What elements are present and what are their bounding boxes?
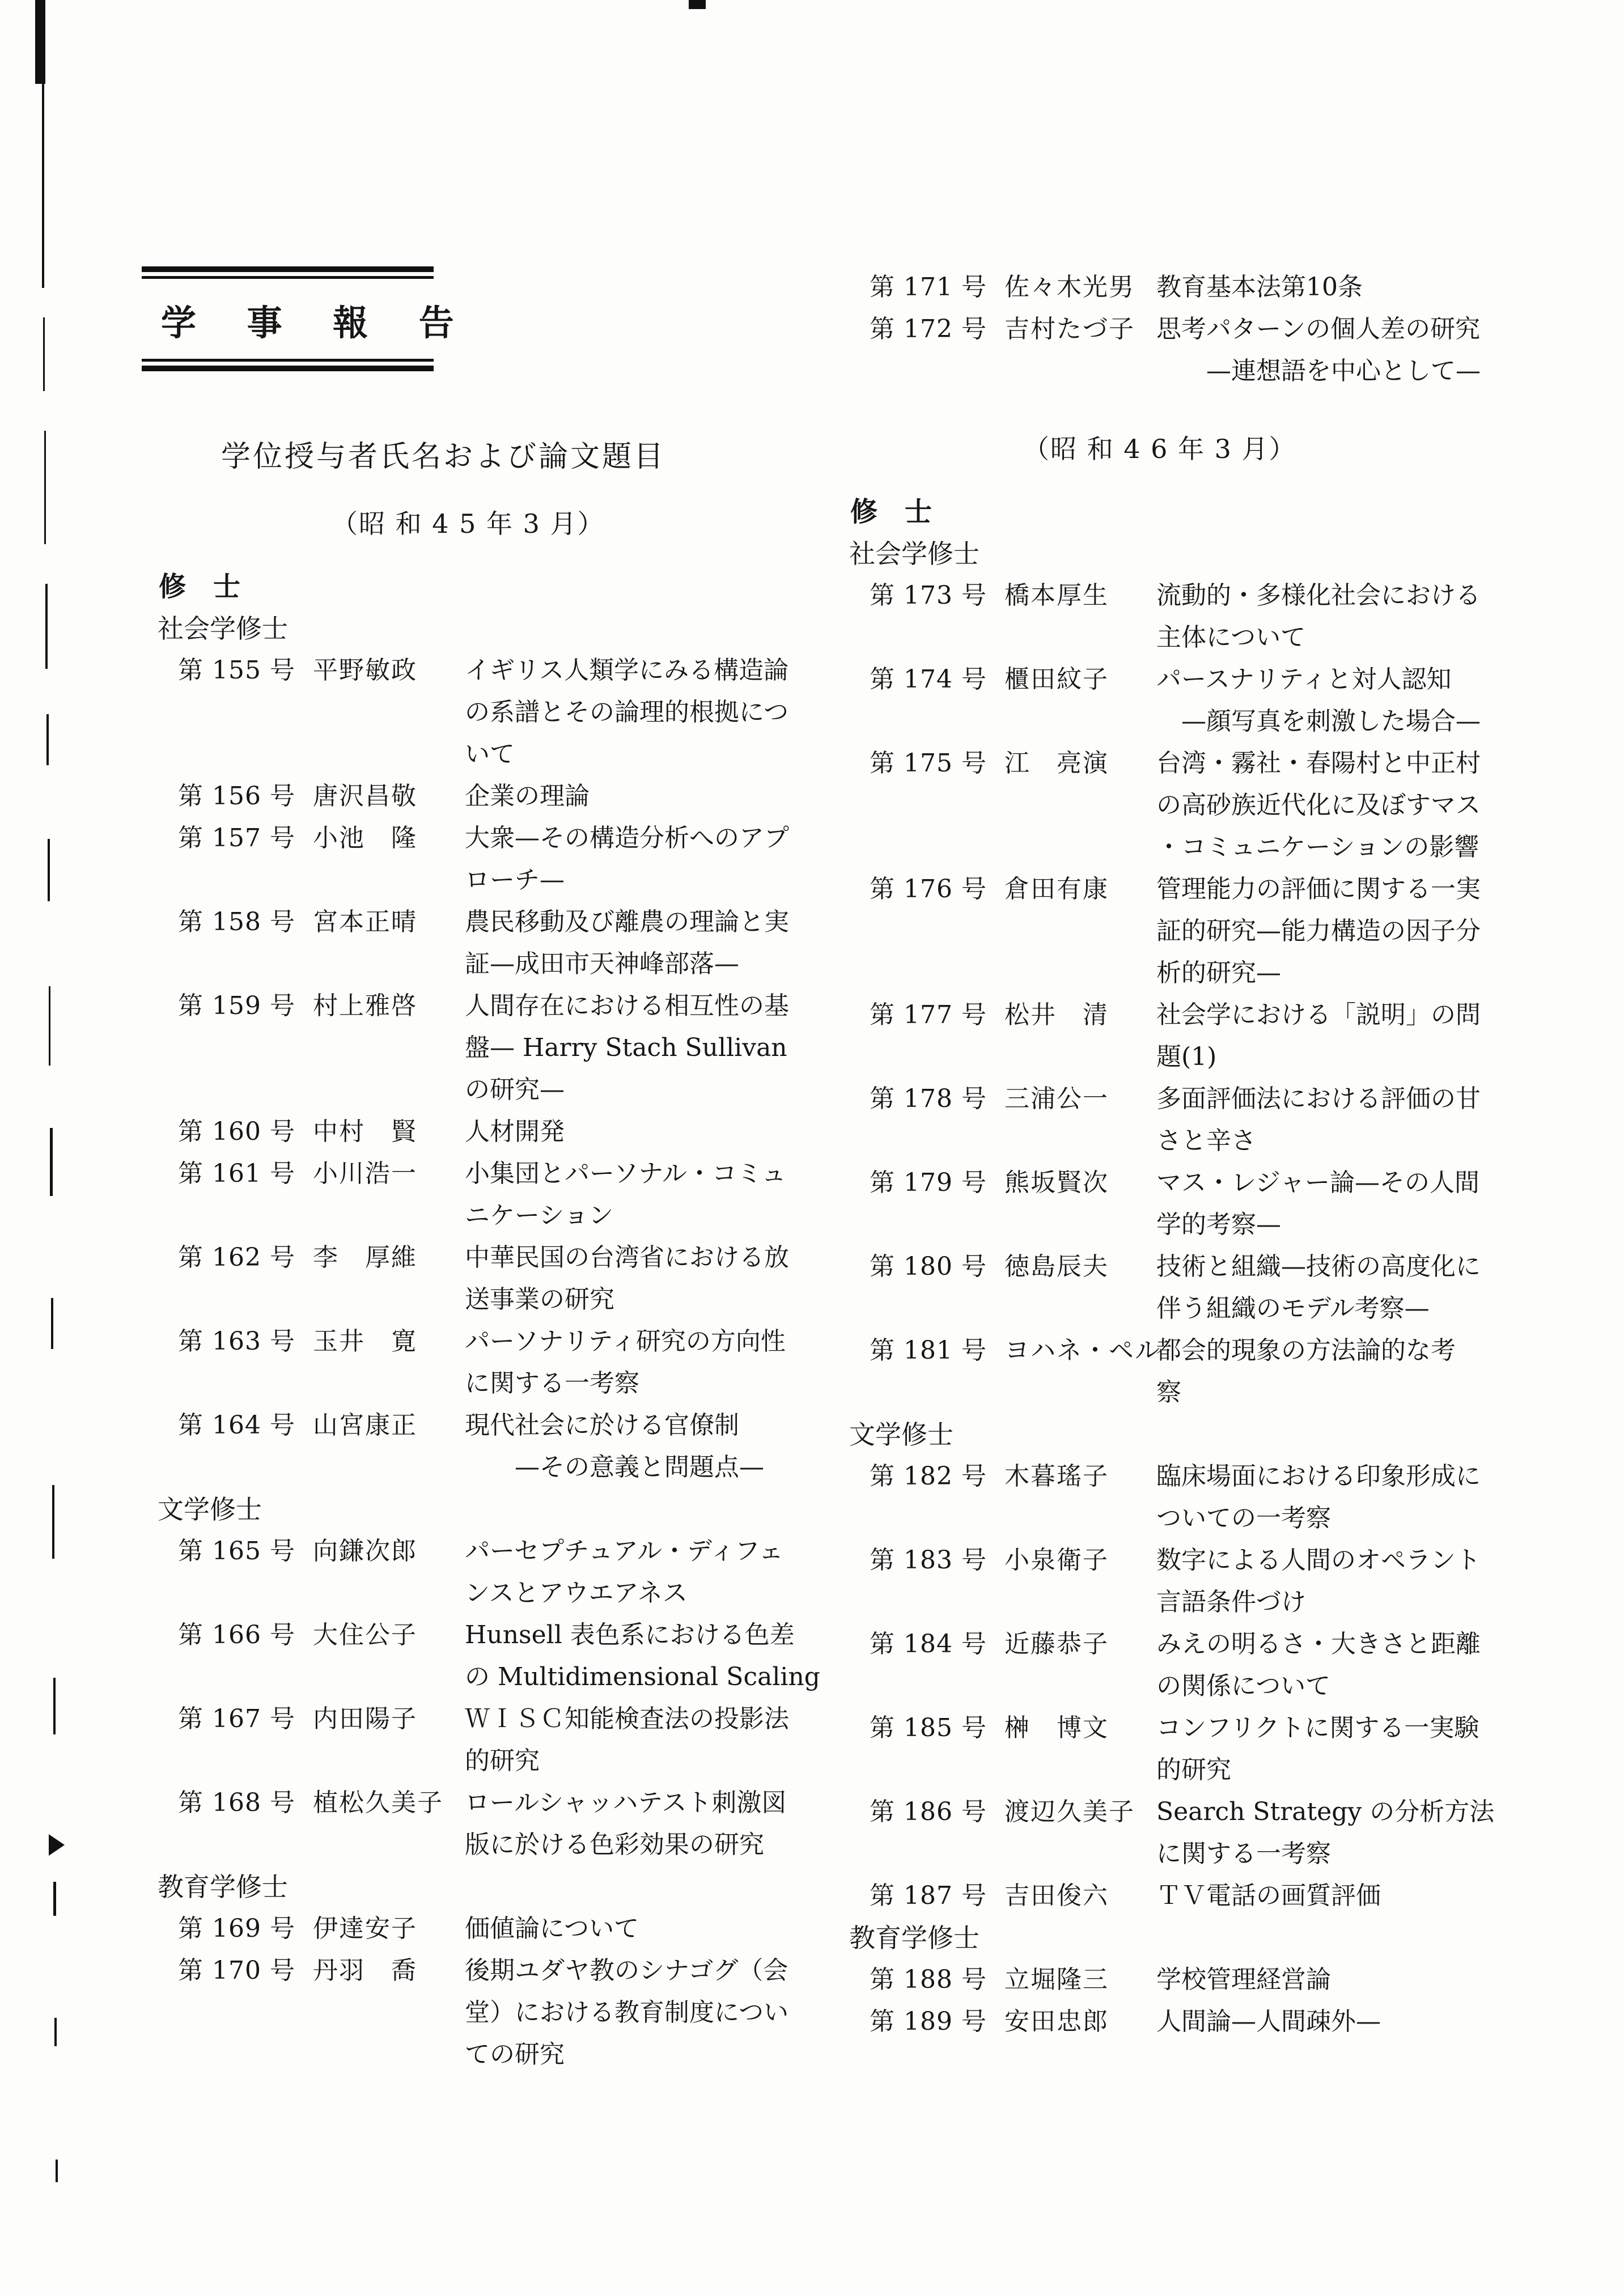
entry-title-line: 企業の理論 [465,782,590,811]
thesis-entry [142,1530,830,1614]
entry-title [465,1908,830,1950]
entry-title [1156,1707,1576,1791]
entry-number: 第 168 号 [178,1788,295,1817]
entry-name: 倉田有康 [1004,875,1109,903]
entry-name: 立堀隆三 [1004,1965,1109,1994]
entry-title-line: ＴＶ電話の画質評価 [1156,1881,1381,1910]
entry-title [1156,1959,1576,2001]
entry-title [1156,1875,1576,1917]
thesis-entry [142,985,830,1111]
scan-artifact-edge-line [42,84,44,288]
entry-title [1156,575,1576,659]
entry-name: 江 亮演 [1004,749,1109,778]
entry-title-line: 盤— Harry Stach Sullivan [465,1033,787,1062]
entry-name: 小池 隆 [313,824,417,852]
entry-name: 内田陽子 [313,1704,417,1733]
entry-title-line: 伴う組織のモデル考察— [1156,1294,1430,1323]
thesis-entry [142,817,830,901]
entry-title-line: 都会的現象の方法論的な考 [1156,1336,1456,1365]
thesis-entry [833,266,1576,308]
report-header-box [142,266,473,371]
entry-title [1156,659,1576,743]
entry-name: 村上雅啓 [313,991,417,1020]
entry-title-line: 的研究 [1156,1755,1231,1784]
entry-title-line: ローチ— [465,866,565,894]
entry-number: 第 167 号 [178,1704,295,1733]
entry-number: 第 171 号 [870,273,987,302]
entry-number: 第 156 号 [178,782,295,811]
scan-artifact-edge-line [53,1882,56,1916]
entry-title-line: 価値論について [465,1914,639,1943]
entry-number: 第 163 号 [178,1327,295,1356]
entry-title [465,775,830,817]
entry-number: 第 161 号 [178,1159,295,1188]
thesis-entry [833,1875,1576,1917]
thesis-entry [142,1698,830,1782]
entry-number: 第 189 号 [870,2007,987,2036]
entry-name: 植松久美子 [313,1788,443,1817]
entry-title-line: 察 [1156,1378,1181,1407]
entry-title [1156,994,1576,1078]
entry-title-line: 技術と組織—技術の高度化に [1156,1252,1481,1281]
date-left: （昭 和 4 5 年 3 月） [332,508,605,539]
right-column [833,266,1576,2043]
entry-name: 吉村たづ子 [1004,315,1135,343]
thesis-entry [833,868,1576,994]
entry-name: 渡辺久美子 [1004,1797,1135,1826]
entry-title-line: 後期ユダヤ教のシナゴグ（会 [465,1956,788,1985]
thesis-entry [142,1614,830,1698]
scan-artifact-edge-line [44,431,46,544]
thesis-entry [142,1237,830,1321]
entry-title-line: パーセプチュアル・ディフェ [465,1537,784,1566]
entry-title-line: いて [465,740,515,769]
scan-artifact-edge-line [51,1298,53,1349]
entry-number: 第 183 号 [870,1546,987,1575]
entry-number: 第 157 号 [178,824,295,852]
entry-number: 第 175 号 [870,749,987,778]
entry-name: 小川浩一 [313,1159,417,1188]
thesis-entry [142,650,830,775]
thesis-entry [833,1456,1576,1539]
degree-category-label: 社会学修士 [158,613,288,644]
header-rule-bottom-thin [142,359,434,362]
entry-title-line: 堂）における教育制度につい [465,1998,789,2027]
entry-title [465,985,830,1111]
entry-title [1156,1330,1576,1414]
entry-number: 第 184 号 [870,1630,987,1658]
entry-title-line: 人材開発 [465,1117,565,1146]
masters-degree-label: 修 士 [850,496,932,528]
entry-title-line: パースナリティと対人認知 [1156,665,1452,694]
entry-title-line: 証的研究—能力構造の因子分 [1156,917,1481,945]
degree-category-label: 教育学修士 [158,1872,288,1902]
entry-number: 第 182 号 [870,1462,987,1491]
scan-artifact-edge-line [52,1485,54,1559]
thesis-entry [833,743,1576,868]
thesis-entry [833,1539,1576,1623]
entry-number: 第 186 号 [870,1797,987,1826]
entry-title [465,1111,830,1153]
entry-title-line: イギリス人類学にみる構造論 [465,656,789,685]
scan-artifact-edge-line [50,1128,53,1196]
scan-artifact-edge-line [43,317,45,391]
entry-number: 第 155 号 [178,656,295,685]
entry-title-line: 学校管理経営論 [1156,1965,1331,1994]
entry-name: 唐沢昌敬 [313,782,417,811]
entry-title-line: 人間論—人間疎外— [1156,2007,1381,2036]
entry-name: 大住公子 [313,1621,417,1649]
scan-artifact-top-blob [689,0,706,9]
entry-number: 第 164 号 [178,1411,295,1440]
entry-number: 第 185 号 [870,1713,987,1742]
entry-name: 平野敏政 [313,656,417,685]
entry-title-line: さと辛さ [1156,1126,1256,1155]
degree-category-label: 文学修士 [849,1419,953,1450]
entry-title [1156,1078,1576,1162]
thesis-entry [833,994,1576,1078]
scan-artifact-edge-blob [35,0,45,84]
scan-artifact-edge-line [46,714,49,765]
thesis-entry [833,1330,1576,1414]
entry-title-line: 農民移動及び離農の理論と実 [465,907,789,936]
entry-number: 第 159 号 [178,991,295,1020]
entry-title [465,1614,830,1698]
entry-title [1156,1539,1576,1623]
entry-title-line: Hunsell 表色系における色差 [465,1621,795,1649]
entry-title-line: 台湾・霧社・春陽村と中正村 [1156,749,1481,778]
entry-name: 木暮瑤子 [1004,1462,1109,1491]
scan-artifact-edge-line [45,584,48,669]
entry-number: 第 179 号 [870,1168,987,1197]
degree-category-label: 教育学修士 [849,1923,980,1953]
date-right: （昭 和 4 6 年 3 月） [1023,434,1296,464]
thesis-entry [142,1153,830,1237]
scan-artifact-edge-line [48,839,50,901]
entry-title [1156,1456,1576,1539]
entry-name: ヨハネ・ペル [1004,1336,1161,1365]
scan-artifact-edge-line [53,1678,56,1734]
entry-title-line: 版に於ける色彩効果の研究 [465,1830,764,1859]
entry-title-line: 数字による人間のオペラント [1156,1546,1481,1575]
thesis-entry [142,1950,830,2076]
entry-name: 佐々木光男 [1004,273,1135,302]
thesis-list-right [833,491,1576,2043]
entry-number: 第 188 号 [870,1965,987,1994]
entry-title [465,650,830,775]
thesis-entry [833,575,1576,659]
scan-artifact-edge-line [56,2160,58,2182]
entry-title-line: ついての一考察 [1156,1504,1331,1533]
thesis-entry [833,1791,1576,1875]
entry-title-line: ンスとアウエアネス [465,1579,688,1607]
entry-title [1156,308,1576,392]
section-title: 学位授与者氏名および論文題目 [221,440,666,474]
thesis-entry [142,1908,830,1950]
masters-degree-label: 修 士 [159,571,241,603]
entry-title-line: 社会学における「説明」の問 [1156,1000,1481,1029]
entry-number: 第 170 号 [178,1956,295,1985]
entry-number: 第 172 号 [870,315,987,343]
thesis-entry [142,775,830,817]
entry-name: 橋本厚生 [1004,581,1109,610]
entry-number: 第 176 号 [870,875,987,903]
entry-number: 第 173 号 [870,581,987,610]
entry-title [1156,2001,1576,2043]
left-column [142,266,830,2076]
entry-name: 熊坂賢次 [1004,1168,1109,1197]
thesis-entry [833,1162,1576,1246]
entry-name: 安田忠郎 [1004,2007,1109,2036]
thesis-entry [833,1246,1576,1330]
entry-name: 李 厚維 [313,1243,417,1272]
thesis-entry [833,1959,1576,2001]
entry-title-line: の高砂族近代化に及ぼすマス [1156,791,1481,820]
entry-name: 伊達安子 [313,1914,417,1943]
entry-title [1156,266,1576,308]
entry-number: 第 165 号 [178,1537,295,1566]
entry-title [465,1950,830,2076]
entry-name: 松井 清 [1004,1000,1109,1029]
entry-name: 山宮康正 [313,1411,417,1440]
entry-name: 玉井 寛 [313,1327,417,1356]
header-rule-bottom-thick [142,366,434,371]
entry-title-line: 小集団とパーソナル・コミュ [465,1159,787,1188]
entry-number: 第 158 号 [178,907,295,936]
degree-category-label: 社会学修士 [849,538,980,569]
entry-title [465,1321,830,1405]
entry-title [465,1782,830,1866]
entry-title [465,1153,830,1237]
entry-name: 榊 博文 [1004,1713,1109,1742]
entry-title [1156,1246,1576,1330]
entry-title-line: に関する一考察 [1156,1839,1331,1868]
entry-name: 宮本正晴 [313,907,417,936]
thesis-entry [833,308,1576,392]
entry-title-line: —その意義と問題点— [465,1453,764,1482]
thesis-entry [142,1321,830,1405]
entry-number: 第 174 号 [870,665,987,694]
entry-number: 第 187 号 [870,1881,987,1910]
entry-title [465,1698,830,1782]
entry-title-line: 送事業の研究 [465,1285,614,1314]
thesis-entry [833,1707,1576,1791]
entry-title-line: コンフリクトに関する一実験 [1156,1713,1479,1742]
entry-title-line: 管理能力の評価に関する一実 [1156,875,1481,903]
entry-name: 吉田俊六 [1004,1881,1109,1910]
entry-title-line: ての研究 [465,2040,565,2069]
thesis-entry [142,1782,830,1866]
entry-title-line: —連想語を中心として— [1156,357,1481,385]
entry-title-line: ニケーション [465,1201,614,1230]
thesis-entry [833,1078,1576,1162]
entry-title-line: Search Strategy の分析方法 [1156,1797,1495,1826]
entry-name: 丹羽 喬 [313,1956,417,1985]
thesis-list-right-top [833,266,1576,392]
entry-number: 第 181 号 [870,1336,987,1365]
entry-title-line: 主体について [1156,623,1306,652]
entry-title [465,1237,830,1321]
entry-title-line: 題(1) [1156,1042,1217,1071]
entry-title-line: ・コミュニケーションの影響 [1156,833,1479,862]
entry-title-line: 大衆—その構造分析へのアプ [465,824,789,852]
thesis-entry [142,1111,830,1153]
entry-title [1156,1162,1576,1246]
thesis-entry [142,901,830,985]
report-title: 学 事 報 告 [161,302,473,343]
entry-name: 近藤恭子 [1004,1630,1109,1658]
entry-number: 第 169 号 [178,1914,295,1943]
entry-title-line: 学的考察— [1156,1210,1281,1239]
entry-name: 徳島辰夫 [1004,1252,1109,1281]
thesis-entry [833,2001,1576,2043]
thesis-list-left [142,566,830,2076]
scan-artifact-edge-line [54,2018,57,2046]
entry-title-line: ＷＩＳＣ知能検査法の投影法 [465,1704,789,1733]
scan-artifact-edge-line [49,986,50,1066]
entry-title [1156,1791,1576,1875]
entry-title-line: の研究— [465,1075,565,1104]
entry-title-line: 証—成田市天神峰部落— [465,949,739,978]
entry-name: 櫃田紋子 [1004,665,1109,694]
entry-title [1156,868,1576,994]
entry-title-line: の Multidimensional Scaling [465,1662,820,1691]
entry-number: 第 166 号 [178,1621,295,1649]
entry-number: 第 177 号 [870,1000,987,1029]
header-rule-top-thick [142,266,434,272]
entry-title-line: パーソナリティ研究の方向性 [465,1327,786,1356]
thesis-entry [142,1405,830,1488]
entry-title-line: 中華民国の台湾省における放 [465,1243,789,1272]
entry-name: 三浦公一 [1004,1084,1109,1113]
entry-title-line: マス・レジャー論—その人間 [1156,1168,1480,1197]
entry-title-line: —顔写真を刺激した場合— [1156,707,1481,736]
entry-number: 第 162 号 [178,1243,295,1272]
entry-title-line: 臨床場面における印象形成に [1156,1462,1481,1491]
entry-number: 第 160 号 [178,1117,295,1146]
entry-title-line: の関係について [1156,1672,1331,1700]
entry-title-line: 析的研究— [1156,958,1281,987]
entry-title-line: 言語条件づけ [1156,1588,1306,1617]
entry-number: 第 178 号 [870,1084,987,1113]
degree-category-label: 文学修士 [158,1494,262,1525]
entry-title-line: に関する一考察 [465,1369,639,1398]
entry-name: 向鎌次郎 [313,1537,417,1566]
entry-title-line: の系譜とその論理的根拠につ [465,698,789,727]
entry-title-line: 教育基本法第10条 [1156,273,1363,302]
entry-title [465,817,830,901]
entry-title [1156,1623,1576,1707]
thesis-entry [833,659,1576,743]
entry-title-line: 多面評価法における評価の甘 [1156,1084,1481,1113]
entry-name: 小泉衛子 [1004,1546,1109,1575]
entry-title-line: 人間存在における相互性の基 [465,991,789,1020]
entry-title-line: 思考パターンの個人差の研究 [1156,315,1481,343]
entry-number: 第 180 号 [870,1252,987,1281]
thesis-entry [833,1623,1576,1707]
entry-title [1156,743,1576,868]
entry-title-line: 現代社会に於ける官僚制 [465,1411,739,1440]
entry-title-line: みえの明るさ・大きさと距離 [1156,1630,1481,1658]
entry-title [465,1405,830,1488]
entry-title-line: 的研究 [465,1746,540,1775]
entry-title [465,1530,830,1614]
entry-title-line: ロールシャッハテスト刺激図 [465,1788,787,1817]
scan-artifact-edge-triangle [49,1834,65,1856]
entry-title [465,901,830,985]
entry-title-line: 流動的・多様化社会における [1156,581,1481,610]
entry-name: 中村 賢 [313,1117,417,1146]
